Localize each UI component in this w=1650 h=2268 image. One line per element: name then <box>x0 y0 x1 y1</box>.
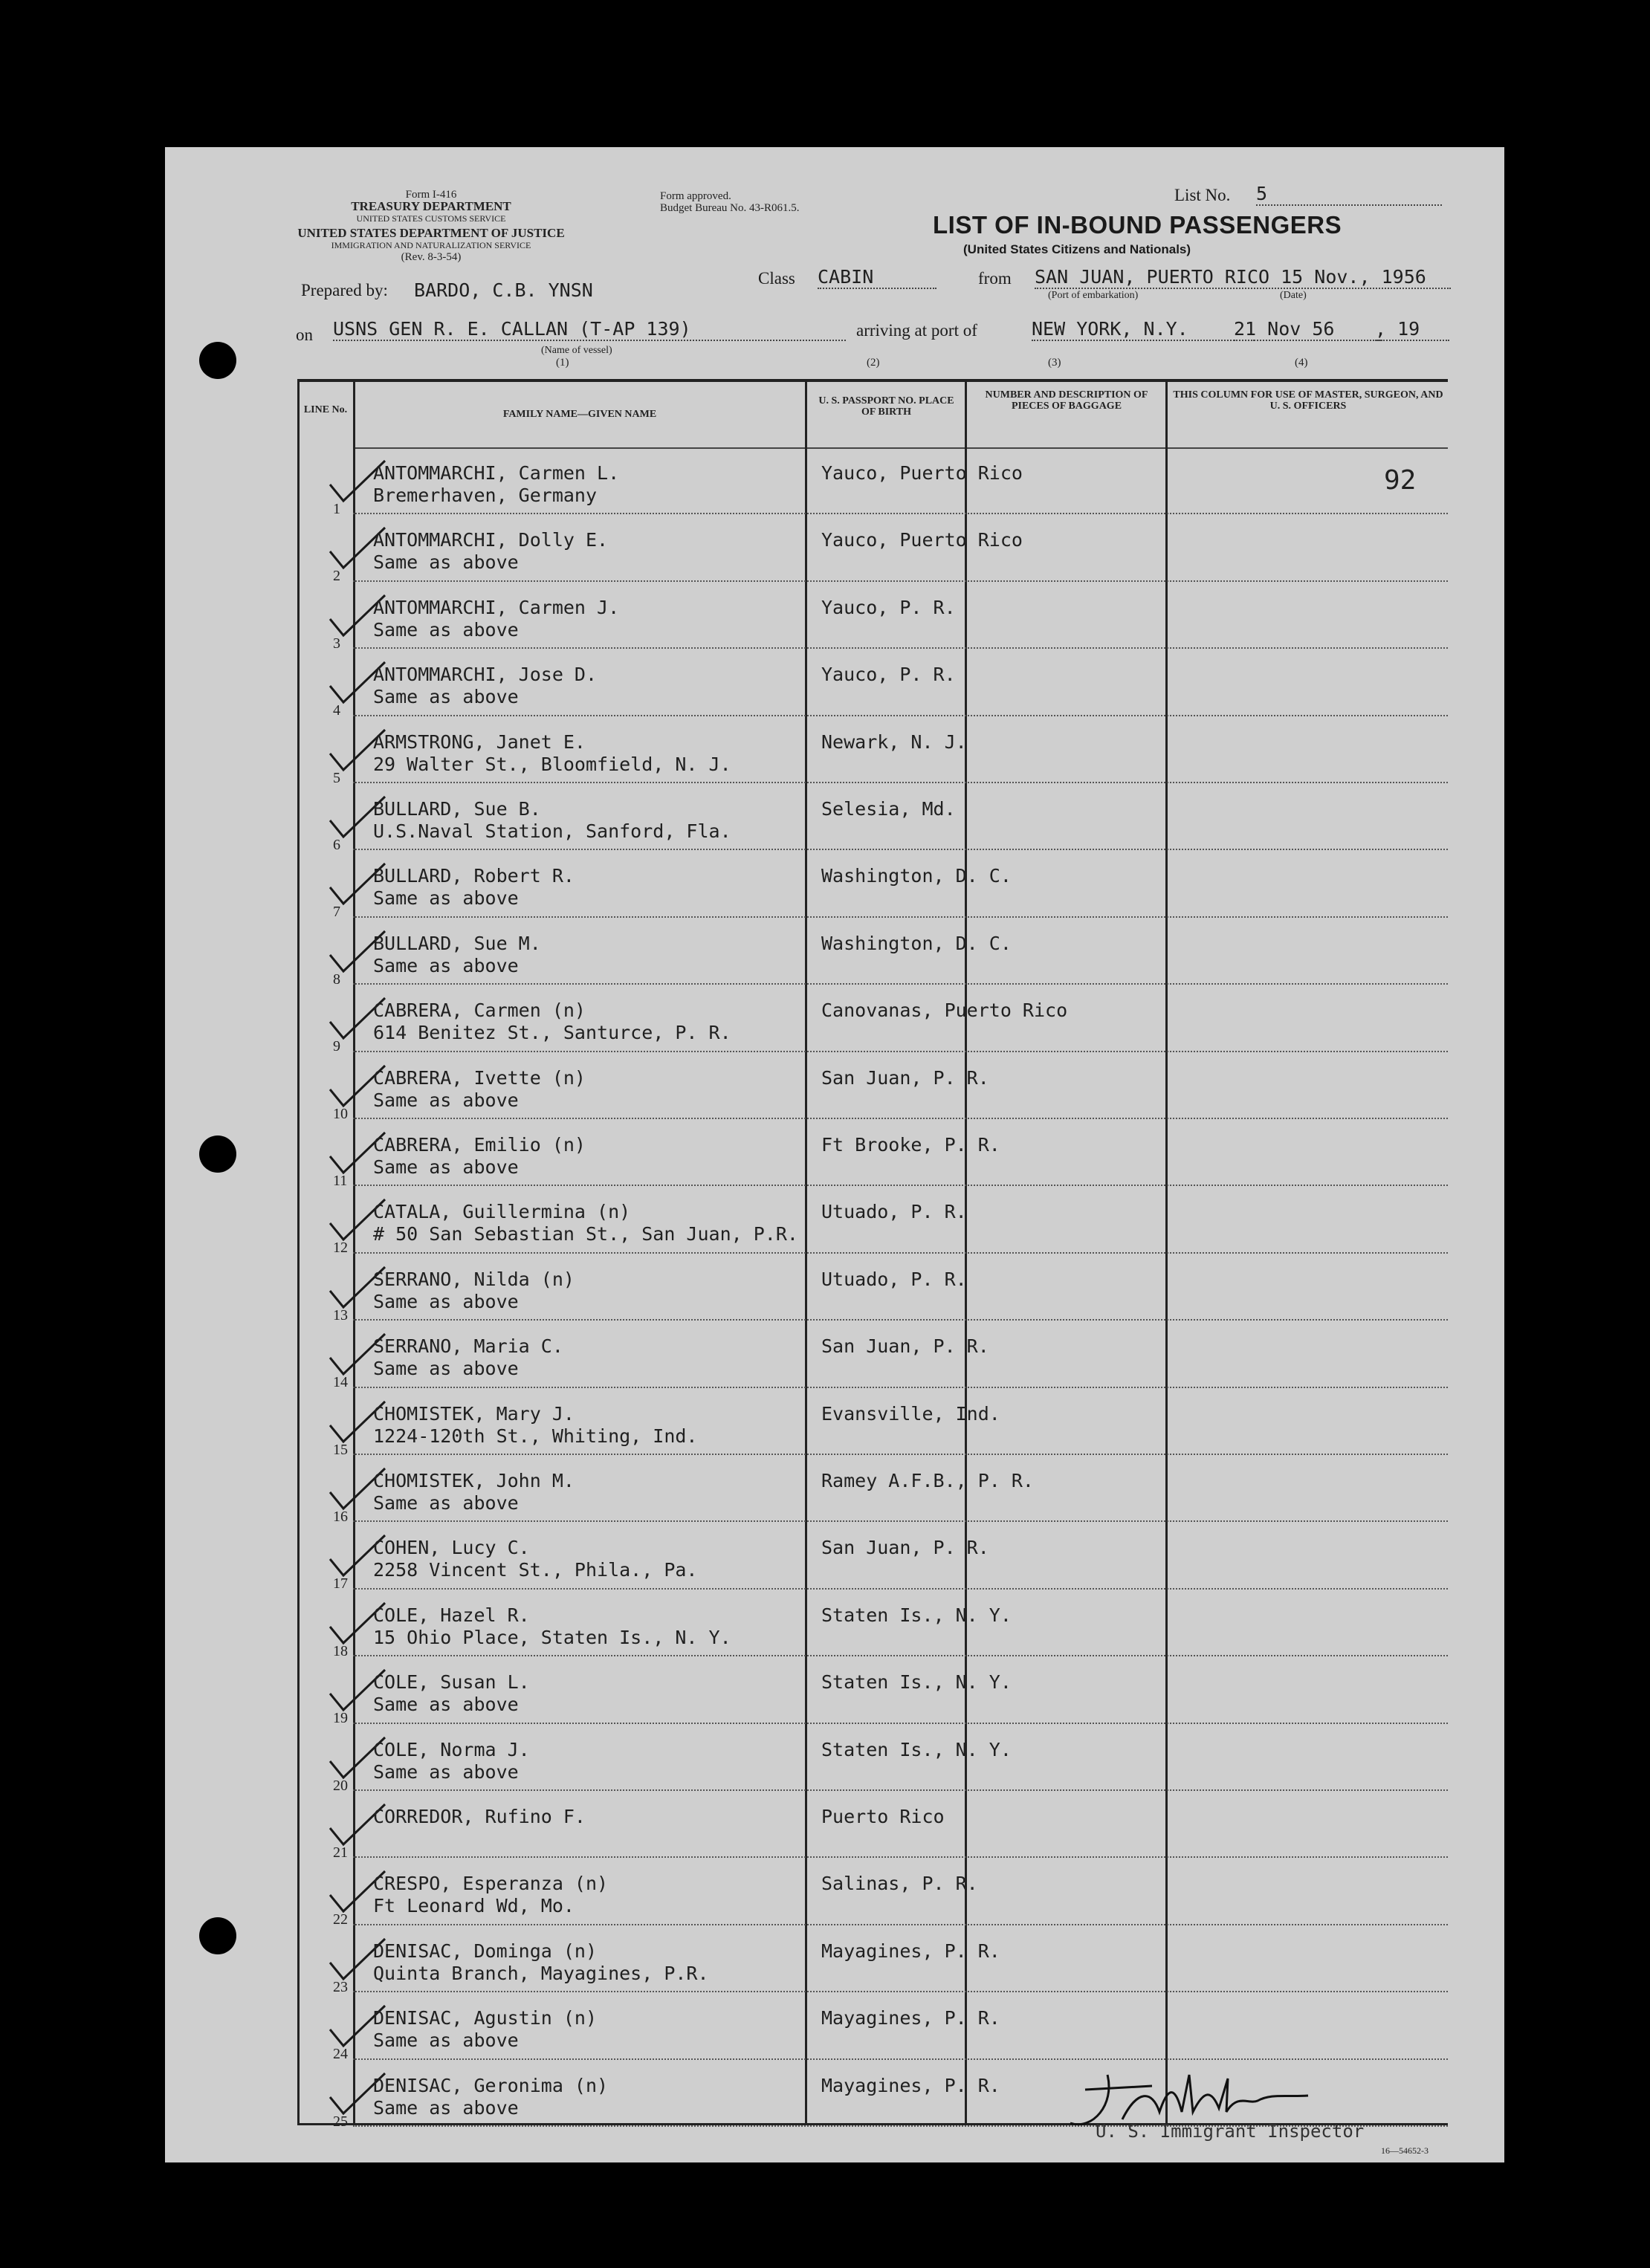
place-of-birth: San Juan, P. R. <box>821 1537 989 1559</box>
passenger-name: CHOMISTEK, Mary J. <box>373 1402 575 1425</box>
revision-date: (Rev. 8-3-54) <box>401 251 462 263</box>
prepared-by-label: Prepared by: <box>301 281 388 299</box>
class-value: CABIN <box>818 266 936 289</box>
line-number: 9 <box>333 1038 340 1055</box>
place-of-birth: Canovanas, Puerto Rico <box>821 999 1068 1022</box>
place-of-birth: Newark, N. J. <box>821 730 967 753</box>
table-row <box>297 597 1448 664</box>
passenger-address: 29 Walter St., Bloomfield, N. J. <box>373 753 731 775</box>
line-number: 18 <box>333 1642 348 1659</box>
punch-hole-top <box>199 342 236 379</box>
line-number: 24 <box>333 2046 348 2063</box>
passenger-address: Same as above <box>373 618 519 641</box>
document-subtitle: (United States Citizens and Nationals) <box>963 242 1191 256</box>
arrival-year: , 19 <box>1375 318 1449 341</box>
vessel-note: (Name of vessel) <box>541 345 612 356</box>
passenger-name: CHOMISTEK, John M. <box>373 1470 575 1491</box>
passenger-address: Same as above <box>373 1694 519 1716</box>
form-number: Form I-416 <box>405 189 457 201</box>
passenger-name: SERRANO, Maria C. <box>373 1335 563 1358</box>
punch-hole-middle <box>199 1135 236 1173</box>
col-num-3: (3) <box>1048 357 1061 369</box>
table-row <box>297 1403 1448 1470</box>
table-row <box>297 1335 1448 1402</box>
passenger-address: Same as above <box>373 1156 519 1178</box>
list-number-value: 5 <box>1256 183 1442 206</box>
budget-bureau: Budget Bureau No. 43-R061.5. <box>660 202 800 214</box>
passenger-name: CABRERA, Ivette (n) <box>373 1066 586 1089</box>
place-of-birth: San Juan, P. R. <box>821 1335 989 1358</box>
passenger-address: Same as above <box>373 1760 519 1783</box>
page-mark-92: 92 <box>1384 465 1417 496</box>
table-row <box>297 865 1448 932</box>
passenger-address: Same as above <box>373 1089 519 1111</box>
passenger-address: 15 Ohio Place, Staten Is., N. Y. <box>373 1626 731 1648</box>
on-label: on <box>296 325 313 344</box>
passenger-name: ANTOMMARCHI, Carmen J. <box>373 596 620 618</box>
header-family-name: FAMILY NAME—GIVEN NAME <box>502 409 657 420</box>
place-of-birth: Evansville, Ind. <box>821 1402 1000 1425</box>
passenger-address: Same as above <box>373 1290 519 1312</box>
place-of-birth: Yauco, Puerto Rico <box>821 529 1023 551</box>
table-row <box>297 529 1448 596</box>
passenger-name: CABRERA, Carmen (n) <box>373 999 586 1022</box>
document-title: LIST OF IN-BOUND PASSENGERS <box>933 211 1342 239</box>
passenger-name: SERRANO, Nilda (n) <box>373 1268 575 1290</box>
port-of-embarkation-value: SAN JUAN, PUERTO RICO 15 Nov., 1956 <box>1035 266 1451 289</box>
arrival-port: NEW YORK, N.Y. <box>1032 318 1255 341</box>
line-number: 2 <box>333 568 340 585</box>
line-number: 23 <box>333 1978 348 1995</box>
passenger-address: Ft Leonard Wd, Mo. <box>373 1895 575 1917</box>
line-number: 13 <box>333 1306 348 1323</box>
place-of-birth: Puerto Rico <box>821 1806 945 1827</box>
line-number: 21 <box>333 1844 348 1861</box>
line-number: 20 <box>333 1777 348 1794</box>
table-row <box>297 462 1448 529</box>
table-row <box>297 1067 1448 1134</box>
table-row <box>297 1604 1448 1671</box>
table-row <box>297 999 1448 1066</box>
form-approved: Form approved. <box>660 190 731 202</box>
vessel-name: USNS GEN R. E. CALLAN (T-AP 139) <box>333 318 846 341</box>
place-of-birth: Salinas, P. R. <box>821 1873 978 1895</box>
header-line-no: LINE No. <box>303 404 348 415</box>
line-number: 1 <box>333 501 340 517</box>
table-row <box>297 1269 1448 1335</box>
class-label: Class <box>758 269 795 288</box>
line-number: 10 <box>333 1105 348 1122</box>
col-num-1: (1) <box>556 357 569 369</box>
inspector-title: U. S. Immigrant Inspector <box>1096 2121 1365 2142</box>
table-row <box>297 731 1448 798</box>
line-number: 6 <box>333 837 340 853</box>
header-officers: THIS COLUMN FOR USE OF MASTER, SURGEON, AND U. S. OFFICERS <box>1173 389 1443 412</box>
justice-department: UNITED STATES DEPARTMENT OF JUSTICE <box>297 226 565 240</box>
arriving-label: arriving at port of <box>856 321 977 340</box>
place-of-birth: Yauco, P. R. <box>821 596 956 618</box>
place-of-birth: Ft Brooke, P. R. <box>821 1134 1000 1156</box>
place-of-birth: Mayagines, P. R. <box>821 2074 1000 2096</box>
passenger-name: ANTOMMARCHI, Dolly E. <box>373 529 609 551</box>
passenger-name: BULLARD, Sue M. <box>373 932 541 954</box>
line-number: 3 <box>333 635 340 652</box>
table-row <box>297 1940 1448 2007</box>
passenger-name: ARMSTRONG, Janet E. <box>373 730 586 753</box>
form-agency-block <box>290 189 572 263</box>
table-row <box>297 1537 1448 1604</box>
passenger-address: 614 Benitez St., Santurce, P. R. <box>373 1022 731 1044</box>
place-of-birth: Yauco, P. R. <box>821 664 956 686</box>
passenger-name: ANTOMMARCHI, Jose D. <box>373 664 598 686</box>
list-number-label: List No. <box>1174 186 1231 204</box>
place-of-birth: Staten Is., N. Y. <box>821 1671 1012 1694</box>
place-of-birth: Staten Is., N. Y. <box>821 1604 1012 1626</box>
table-row <box>297 1806 1448 1873</box>
line-number: 22 <box>333 1911 348 1928</box>
passenger-name: DENISAC, Dominga (n) <box>373 1940 598 1962</box>
line-number: 19 <box>333 1710 348 1727</box>
place-of-birth: Utuado, P. R. <box>821 1268 967 1290</box>
ins-service: IMMIGRATION AND NATURALIZATION SERVICE <box>331 240 531 250</box>
table-row <box>297 1134 1448 1201</box>
passenger-address: Same as above <box>373 887 519 910</box>
passenger-name: COLE, Susan L. <box>373 1671 530 1694</box>
passenger-address: Same as above <box>373 2096 519 2119</box>
passenger-name: CORREDOR, Rufino F. <box>373 1806 586 1827</box>
passenger-address: Same as above <box>373 1358 519 1380</box>
line-number: 16 <box>333 1509 348 1525</box>
place-of-birth: San Juan, P. R. <box>821 1066 989 1089</box>
prepared-by-value: BARDO, C.B. YNSN <box>414 279 593 301</box>
line-number: 25 <box>333 2113 348 2130</box>
passenger-name: CATALA, Guillermina (n) <box>373 1201 631 1223</box>
line-number: 7 <box>333 904 340 921</box>
line-number: 5 <box>333 769 340 786</box>
passenger-address: Bremerhaven, Germany <box>373 485 598 506</box>
col-num-4: (4) <box>1295 357 1308 369</box>
line-number: 17 <box>333 1575 348 1593</box>
place-of-birth: Yauco, Puerto Rico <box>821 462 1023 484</box>
table-row <box>297 1739 1448 1806</box>
place-of-birth: Washington, D. C. <box>821 932 1012 954</box>
port-embarkation-note: (Port of embarkation) <box>1048 290 1139 301</box>
table-row <box>297 664 1448 730</box>
place-of-birth: Mayagines, P. R. <box>821 2007 1000 2029</box>
passenger-name: CRESPO, Esperanza (n) <box>373 1873 609 1895</box>
table-row <box>297 933 1448 999</box>
passenger-name: COHEN, Lucy C. <box>373 1537 530 1559</box>
passenger-name: COLE, Hazel R. <box>373 1604 530 1626</box>
arrival-date: 21 Nov 56 <box>1234 318 1382 341</box>
treasury-department: TREASURY DEPARTMENT <box>351 199 511 213</box>
place-of-birth: Ramey A.F.B., P. R. <box>821 1470 1034 1491</box>
table-row <box>297 1201 1448 1268</box>
table-row <box>297 1671 1448 1738</box>
passenger-address: 1224-120th St., Whiting, Ind. <box>373 1425 698 1447</box>
header-baggage: NUMBER AND DESCRIPTION OF PIECES OF BAGGAGE <box>985 389 1148 412</box>
passenger-name: CABRERA, Emilio (n) <box>373 1134 586 1156</box>
passenger-address: Same as above <box>373 954 519 976</box>
place-of-birth: Staten Is., N. Y. <box>821 1738 1012 1760</box>
place-of-birth: Selesia, Md. <box>821 798 956 820</box>
line-number: 4 <box>333 702 340 719</box>
table-row <box>297 1470 1448 1537</box>
line-number: 8 <box>333 971 340 988</box>
line-number: 15 <box>333 1441 348 1458</box>
passenger-name: DENISAC, Agustin (n) <box>373 2007 598 2029</box>
passenger-address: Quinta Branch, Mayagines, P.R. <box>373 1962 709 1984</box>
place-of-birth: Mayagines, P. R. <box>821 1940 1000 1962</box>
col-num-2: (2) <box>867 357 880 369</box>
place-of-birth: Utuado, P. R. <box>821 1201 967 1223</box>
approval-block <box>660 190 799 214</box>
passenger-name: ANTOMMARCHI, Carmen L. <box>373 462 620 484</box>
table-row <box>297 798 1448 865</box>
customs-service: UNITED STATES CUSTOMS SERVICE <box>356 213 506 224</box>
passenger-name: BULLARD, Sue B. <box>373 798 541 820</box>
passenger-address: Same as above <box>373 2029 519 2052</box>
line-number: 11 <box>333 1173 348 1189</box>
passenger-address: Same as above <box>373 551 519 574</box>
printer-code: 16—54652-3 <box>1381 2145 1429 2156</box>
header-passport-birth: U. S. PASSPORT NO. PLACE OF BIRTH <box>818 395 954 418</box>
passenger-name: COLE, Norma J. <box>373 1738 530 1760</box>
punch-hole-bottom <box>199 1917 236 1954</box>
place-of-birth: Washington, D. C. <box>821 865 1012 887</box>
table-row <box>297 1873 1448 1940</box>
date-note: (Date) <box>1280 290 1307 301</box>
passenger-name: DENISAC, Geronima (n) <box>373 2074 609 2096</box>
line-number: 12 <box>333 1240 348 1257</box>
from-label: from <box>978 269 1012 288</box>
passenger-address: # 50 San Sebastian St., San Juan, P.R. <box>373 1223 798 1245</box>
passenger-address: Same as above <box>373 686 519 708</box>
passenger-address: Same as above <box>373 1492 519 1514</box>
passenger-address: U.S.Naval Station, Sanford, Fla. <box>373 820 731 842</box>
passenger-name: BULLARD, Robert R. <box>373 865 575 887</box>
passenger-address: 2258 Vincent St., Phila., Pa. <box>373 1559 698 1581</box>
line-number: 14 <box>333 1374 348 1391</box>
